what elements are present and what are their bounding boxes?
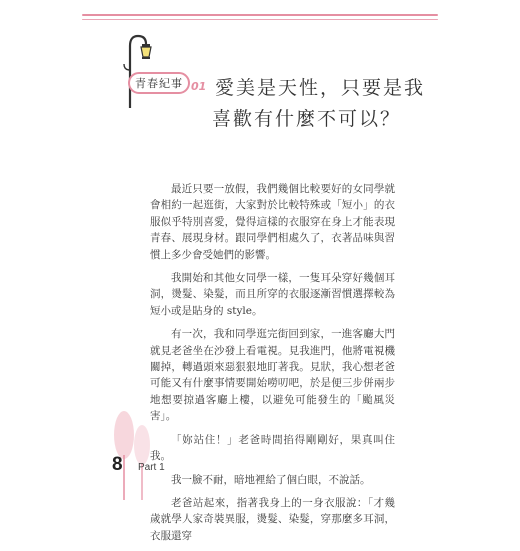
paragraph: 老爸站起來，指著我身上的一身衣服說：「才幾歲就學人家奇裝異服，燙髮、染髮，穿那麼多耳洞，衣服還穿 — [150, 496, 395, 542]
part-label: Part 1 — [138, 462, 165, 473]
chapter-badge: 青春紀事 — [128, 72, 190, 94]
paragraph: 最近只要一放假，我們幾個比較要好的女同學就會相約一起逛街，大家對於比較特殊或「短小」的衣服似乎特別喜愛，覺得這樣的衣服穿在身上才能表現青春、展現身材。跟同學們相處久了，衣著品味與習慣上多少會受她們的影響。 — [150, 183, 395, 261]
paragraph: 「妳站住！」老爸時間掐得剛剛好，果真叫住我。 — [150, 433, 395, 463]
chapter-number: 01 — [191, 80, 207, 93]
paragraph: 我一臉不耐，暗地裡給了個白眼，不說話。 — [171, 473, 371, 486]
top-decorative-rule — [82, 13, 438, 23]
decorative-plant-illustration — [108, 405, 156, 500]
chapter-title-line-1: 愛美是天性，只要是我 — [215, 77, 426, 99]
page-number: 8 — [112, 454, 123, 475]
body-text — [150, 181, 395, 551]
chapter-title-line-2: 喜歡有什麼不可以？ — [212, 108, 402, 130]
paragraph: 有一次，我和同學逛完街回到家，一進客廳大門就見老爸坐在沙發上看電視。見我進門，他將電視機關掉，轉過頭來惡狠狠地盯著我。見狀，我心想老爸可能又有什麼事情要開始嘮叨吧，於是便三步併兩步地想要掠過客廳上樓，以避免可能發生的「颱風災害」。 — [150, 328, 395, 423]
street-lamp-icon — [118, 30, 158, 110]
paragraph: 我開始和其他女同學一樣，一隻耳朵穿好幾個耳洞，燙髮、染髮，而且所穿的衣服逐漸習慣選擇較為短小或是貼身的 style。 — [150, 272, 395, 317]
